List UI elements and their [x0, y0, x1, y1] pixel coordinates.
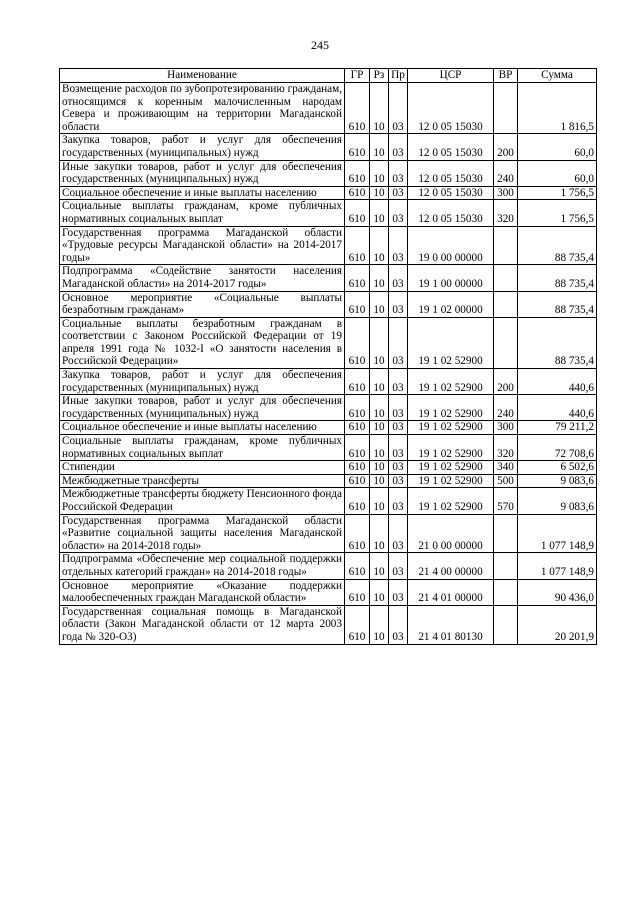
row-rz: 10	[370, 461, 389, 475]
table-row	[60, 579, 597, 605]
row-pr: 03	[389, 160, 408, 186]
row-pr: 03	[389, 514, 408, 553]
row-rz: 10	[370, 579, 389, 605]
row-sum: 88 735,4	[518, 226, 597, 265]
row-sum: 20 201,9	[518, 605, 597, 644]
row-rz: 10	[370, 186, 389, 200]
row-rz: 10	[370, 488, 389, 514]
row-sum: 9 083,6	[518, 474, 597, 488]
row-vr: 300	[494, 186, 518, 200]
header-vr: ВР	[494, 69, 518, 83]
row-vr	[494, 265, 518, 291]
row-pr: 03	[389, 369, 408, 395]
row-vr: 240	[494, 160, 518, 186]
row-rz: 10	[370, 160, 389, 186]
table-row	[60, 605, 597, 644]
row-sum: 440,6	[518, 369, 597, 395]
header-pr: Пр	[389, 69, 408, 83]
table-row	[60, 160, 597, 186]
row-name: Межбюджетные трансферты	[60, 474, 345, 488]
row-gr: 610	[345, 474, 370, 488]
row-name: Основное мероприятие «Социальные выплаты безработным гражданам»	[60, 291, 345, 317]
row-csr: 19 1 00 00000	[408, 265, 494, 291]
row-rz: 10	[370, 369, 389, 395]
row-gr: 610	[345, 291, 370, 317]
row-csr: 21 4 01 80130	[408, 605, 494, 644]
row-sum: 6 502,6	[518, 461, 597, 475]
table-row	[60, 514, 597, 553]
row-sum: 1 756,5	[518, 186, 597, 200]
row-gr: 610	[345, 186, 370, 200]
table-row	[60, 265, 597, 291]
row-name: Социальные выплаты гражданам, кроме публичных нормативных социальных выплат	[60, 435, 345, 461]
row-csr: 12 0 05 15030	[408, 134, 494, 160]
row-rz: 10	[370, 200, 389, 226]
row-sum: 1 816,5	[518, 83, 597, 134]
row-vr	[494, 83, 518, 134]
row-vr	[494, 226, 518, 265]
row-name: Иные закупки товаров, работ и услуг для обеспечения государственных (муниципальных) нужд	[60, 395, 345, 421]
row-name: Социальные выплаты безработным гражданам в соответствии с Законом Российской Федерации от 19 апреля 1991 года № 1032-I «О занятости населения в Российской Федерации»	[60, 317, 345, 368]
row-name: Государственная программа Магаданской области «Развитие социальной защиты населения Магаданской области» на 2014-2018 годы»	[60, 514, 345, 553]
row-gr: 610	[345, 605, 370, 644]
row-gr: 610	[345, 265, 370, 291]
row-sum: 60,0	[518, 160, 597, 186]
table-row	[60, 461, 597, 475]
row-pr: 03	[389, 553, 408, 579]
row-name: Социальные выплаты гражданам, кроме публичных нормативных социальных выплат	[60, 200, 345, 226]
header-name: Наименование	[60, 69, 345, 83]
row-rz: 10	[370, 553, 389, 579]
row-name: Государственная программа Магаданской области «Трудовые ресурсы Магаданской области» на 2014-2017 годы»	[60, 226, 345, 265]
row-vr: 570	[494, 488, 518, 514]
row-name: Социальное обеспечение и иные выплаты населению	[60, 421, 345, 435]
row-gr: 610	[345, 435, 370, 461]
table-row	[60, 553, 597, 579]
row-vr: 200	[494, 369, 518, 395]
row-pr: 03	[389, 265, 408, 291]
table-row	[60, 226, 597, 265]
row-gr: 610	[345, 421, 370, 435]
row-name: Социальное обеспечение и иные выплаты населению	[60, 186, 345, 200]
row-vr	[494, 291, 518, 317]
row-gr: 610	[345, 200, 370, 226]
row-csr: 19 1 02 52900	[408, 369, 494, 395]
row-csr: 21 0 00 00000	[408, 514, 494, 553]
row-pr: 03	[389, 395, 408, 421]
row-vr: 320	[494, 435, 518, 461]
row-csr: 19 1 02 52900	[408, 435, 494, 461]
row-pr: 03	[389, 226, 408, 265]
row-rz: 10	[370, 291, 389, 317]
row-gr: 610	[345, 369, 370, 395]
row-gr: 610	[345, 160, 370, 186]
row-vr: 500	[494, 474, 518, 488]
header-rz: Рз	[370, 69, 389, 83]
table-row	[60, 83, 597, 134]
row-sum: 88 735,4	[518, 265, 597, 291]
row-rz: 10	[370, 435, 389, 461]
row-csr: 12 0 05 15030	[408, 186, 494, 200]
row-csr: 19 1 02 52900	[408, 488, 494, 514]
header-gr: ГР	[345, 69, 370, 83]
row-csr: 19 1 02 52900	[408, 461, 494, 475]
row-vr	[494, 514, 518, 553]
row-sum: 1 756,5	[518, 200, 597, 226]
row-rz: 10	[370, 265, 389, 291]
row-pr: 03	[389, 83, 408, 134]
row-name: Стипендии	[60, 461, 345, 475]
row-pr: 03	[389, 200, 408, 226]
row-sum: 440,6	[518, 395, 597, 421]
row-vr: 340	[494, 461, 518, 475]
row-vr	[494, 317, 518, 368]
row-vr: 200	[494, 134, 518, 160]
row-pr: 03	[389, 435, 408, 461]
row-rz: 10	[370, 605, 389, 644]
row-rz: 10	[370, 395, 389, 421]
row-name: Подпрограмма «Содействие занятости населения Магаданской области» на 2014-2017 годы»	[60, 265, 345, 291]
row-sum: 60,0	[518, 134, 597, 160]
row-name: Закупка товаров, работ и услуг для обеспечения государственных (муниципальных) нужд	[60, 369, 345, 395]
row-pr: 03	[389, 579, 408, 605]
row-csr: 19 1 02 52900	[408, 317, 494, 368]
header-csr: ЦСР	[408, 69, 494, 83]
row-rz: 10	[370, 317, 389, 368]
row-gr: 610	[345, 317, 370, 368]
row-name: Государственная социальная помощь в Магаданской области (Закон Магаданской области от 12 марта 2003 года № 320-ОЗ)	[60, 605, 345, 644]
row-pr: 03	[389, 421, 408, 435]
row-sum: 88 735,4	[518, 291, 597, 317]
row-rz: 10	[370, 83, 389, 134]
row-name: Межбюджетные трансферты бюджету Пенсионного фонда Российской Федерации	[60, 488, 345, 514]
row-gr: 610	[345, 134, 370, 160]
row-rz: 10	[370, 421, 389, 435]
table-row	[60, 395, 597, 421]
row-rz: 10	[370, 514, 389, 553]
row-sum: 1 077 148,9	[518, 514, 597, 553]
header-sum: Сумма	[518, 69, 597, 83]
row-sum: 1 077 148,9	[518, 553, 597, 579]
row-gr: 610	[345, 579, 370, 605]
table-row	[60, 200, 597, 226]
row-vr	[494, 579, 518, 605]
row-pr: 03	[389, 134, 408, 160]
row-vr: 240	[494, 395, 518, 421]
row-name: Иные закупки товаров, работ и услуг для обеспечения государственных (муниципальных) нужд	[60, 160, 345, 186]
budget-table	[59, 68, 597, 645]
row-pr: 03	[389, 291, 408, 317]
row-pr: 03	[389, 461, 408, 475]
row-gr: 610	[345, 461, 370, 475]
row-vr: 300	[494, 421, 518, 435]
row-gr: 610	[345, 395, 370, 421]
row-csr: 19 1 02 52900	[408, 474, 494, 488]
table-row	[60, 488, 597, 514]
row-csr: 19 1 02 52900	[408, 395, 494, 421]
table-row	[60, 186, 597, 200]
row-sum: 90 436,0	[518, 579, 597, 605]
table-row	[60, 369, 597, 395]
table-header	[60, 69, 597, 83]
table-body	[60, 83, 597, 645]
header-row	[60, 69, 597, 83]
row-gr: 610	[345, 488, 370, 514]
row-name: Закупка товаров, работ и услуг для обеспечения государственных (муниципальных) нужд	[60, 134, 345, 160]
row-pr: 03	[389, 488, 408, 514]
row-rz: 10	[370, 474, 389, 488]
row-name: Подпрограмма «Обеспечение мер социальной поддержки отдельных категорий граждан» на 2014-2018 годы»	[60, 553, 345, 579]
row-gr: 610	[345, 83, 370, 134]
row-csr: 12 0 05 15030	[408, 160, 494, 186]
row-pr: 03	[389, 317, 408, 368]
page-number: 245	[311, 38, 329, 52]
row-csr: 12 0 05 15030	[408, 83, 494, 134]
row-pr: 03	[389, 605, 408, 644]
row-gr: 610	[345, 553, 370, 579]
row-vr	[494, 605, 518, 644]
row-gr: 610	[345, 226, 370, 265]
table-row	[60, 134, 597, 160]
row-csr: 12 0 05 15030	[408, 200, 494, 226]
row-rz: 10	[370, 226, 389, 265]
row-csr: 19 0 00 00000	[408, 226, 494, 265]
row-csr: 19 1 02 52900	[408, 421, 494, 435]
row-name: Основное мероприятие «Оказание поддержки малообеспеченных граждан Магаданской области»	[60, 579, 345, 605]
row-pr: 03	[389, 186, 408, 200]
table-row	[60, 291, 597, 317]
row-sum: 88 735,4	[518, 317, 597, 368]
table-row	[60, 474, 597, 488]
row-sum: 9 083,6	[518, 488, 597, 514]
row-csr: 21 4 01 00000	[408, 579, 494, 605]
row-vr: 320	[494, 200, 518, 226]
row-name: Возмещение расходов по зубопротезированию гражданам, относящимся к коренным малочисленным народам Севера и проживающим на территории Магаданской области	[60, 83, 345, 134]
row-csr: 21 4 00 00000	[408, 553, 494, 579]
row-sum: 72 708,6	[518, 435, 597, 461]
table-row	[60, 421, 597, 435]
row-gr: 610	[345, 514, 370, 553]
table-row	[60, 317, 597, 368]
row-rz: 10	[370, 134, 389, 160]
row-vr	[494, 553, 518, 579]
row-csr: 19 1 02 00000	[408, 291, 494, 317]
table-row	[60, 435, 597, 461]
row-sum: 79 211,2	[518, 421, 597, 435]
row-pr: 03	[389, 474, 408, 488]
